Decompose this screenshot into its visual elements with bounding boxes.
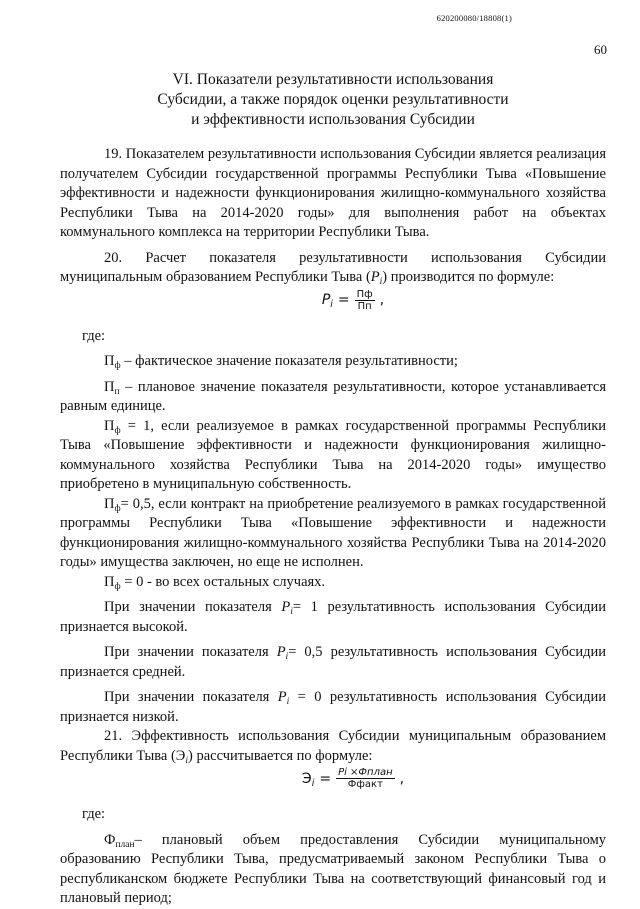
definition-pf-text: – фактическое значение показателя результативности; [120, 353, 458, 369]
case-1-text: = 1, если реализуемое в рамках государственной программы Республики Тыва «Повышение эффективности и надежности функционирования жилищно-коммунального хозяйства Республики Тыва на 2014-2020 годы» имущество приобретено в муниципальную собственность. [60, 417, 606, 492]
case-2-symbol: П [104, 495, 115, 512]
variable-p: P [370, 269, 380, 285]
case-2-text: = 0,5, если контракт на приобретение реализуемого в рамках государственной программы Республики Тыва «Повышение эффективности и надежности функционирования жилищно-коммунального хозяйства Республики Тыва на 2014-2020 годы» имущества заключен, но еще не исполнен. [60, 495, 606, 570]
where-label-2: где: [82, 806, 106, 822]
formula-2-numerator: Pi ×Фплан [338, 767, 393, 778]
level-high [60, 598, 606, 637]
where-label-1: где: [82, 327, 106, 344]
paragraph-21-text-after: ) рассчитывается по формуле: [188, 747, 373, 764]
case-pf-1 [60, 417, 606, 495]
definition-pp-subscript: п [114, 386, 120, 397]
formula-1-denominator: Пп [357, 300, 372, 312]
section-title [60, 70, 606, 130]
paragraph-21-subscript: i [185, 755, 189, 766]
paragraph-21-text-before: 21. Эффективность использования Субсидии муниципальным образованием Республики Тыва (Э [60, 728, 606, 764]
case-3-symbol: П [104, 573, 115, 590]
level-medium-before: При значении показателя [104, 644, 277, 660]
paragraph-19: 19. Показателем результативности использования Субсидии является реализация получателем Субсидии государственной программы Республики Тыва «Повышение эффективности и надежности функционирования жилищно-коммунального хозяйства Республики Тыва на 2014-2020 годы» для выполнения работ на объектах коммунального комплекса на территории Республики Тыва. [60, 146, 606, 240]
case-3-text: = 0 - во всех остальных случаях. [120, 573, 326, 590]
level-low-before: При значении показателя [104, 689, 278, 705]
definition-fplan [60, 831, 606, 909]
definition-fplan-subscript: план [115, 839, 135, 850]
formula-2-lhs: Э [301, 770, 312, 787]
case-pf-05 [60, 495, 606, 573]
definition-fplan-text: – плановый объем предоставления Субсидии муниципальному образованию Республики Тыва, предусматриваемый законом Республики Тыва о республиканском бюджете Республики Тыва на соответствующий финансовый год и плановый период; [60, 831, 606, 906]
formula-2-fraction [336, 767, 395, 790]
page-number: 60 [594, 42, 607, 57]
case-pf-0 [60, 573, 606, 593]
formula-1-comma: , [379, 292, 385, 308]
level-high-after: = 1 результативность использования Субсидии признается высокой. [60, 599, 606, 635]
definition-pp-text: – плановое значение показателя результативности, которое устанавливается равным единице. [60, 378, 606, 414]
document-body [60, 145, 606, 909]
case-1-symbol: П [104, 417, 115, 434]
formula-1-equals: = [337, 292, 350, 308]
level-low-after: = 0 результативность использования Субсидии признается низкой. [60, 689, 606, 725]
level-medium-variable: P [276, 644, 286, 660]
definition-pp-symbol: П [104, 378, 115, 395]
level-medium-subscript: i [285, 652, 289, 662]
level-low-variable: P [277, 689, 287, 705]
case-2-subscript: ф [114, 503, 121, 514]
paragraph-21 [60, 727, 606, 766]
level-high-variable: P [281, 599, 291, 615]
case-3-subscript: ф [114, 581, 121, 592]
level-high-before: При значении показателя [104, 599, 282, 615]
level-low [60, 688, 606, 727]
paragraph-20-text-before: 20. Расчет показателя результативности использования Субсидии муниципальным образованием Республики Тыва ( [60, 249, 606, 285]
formula-1-fraction [355, 289, 375, 312]
formula-1-numerator: Пф [356, 288, 373, 300]
formula-efficiency [60, 767, 606, 801]
document-id: 620200080/18808(1) [436, 13, 512, 23]
definition-fplan-symbol: Ф [104, 831, 116, 848]
paragraph-20-text-after: ) производится по формуле: [382, 269, 555, 285]
variable-p-subscript: i [379, 277, 383, 287]
definition-pf-symbol: П [104, 353, 115, 369]
definition-pf [60, 352, 606, 372]
formula-2-comma: , [399, 770, 405, 787]
formula-1-lhs-subscript: i [330, 299, 333, 310]
section-title-line-3: и эффективности использования Субсидии [191, 111, 475, 128]
level-low-subscript: i [286, 697, 290, 707]
definition-pp [60, 378, 606, 417]
level-medium [60, 643, 606, 682]
formula-2-lhs-subscript: i [311, 777, 315, 789]
section-title-line-2: Субсидии, а также порядок оценки результативности [157, 91, 509, 108]
case-1-subscript: ф [114, 425, 121, 436]
formula-2-equals: = [319, 770, 332, 787]
level-medium-after: = 0,5 результативность использования Субсидии признается средней. [60, 644, 606, 680]
paragraph-20 [60, 249, 606, 288]
section-title-line-1: VI. Показатели результативности использования [172, 71, 494, 88]
formula-1-lhs: P [321, 292, 331, 308]
formula-result [60, 289, 606, 323]
formula-2-denominator: Ффакт [347, 779, 383, 790]
definition-pf-subscript: ф [114, 361, 121, 371]
level-high-subscript: i [290, 607, 293, 617]
